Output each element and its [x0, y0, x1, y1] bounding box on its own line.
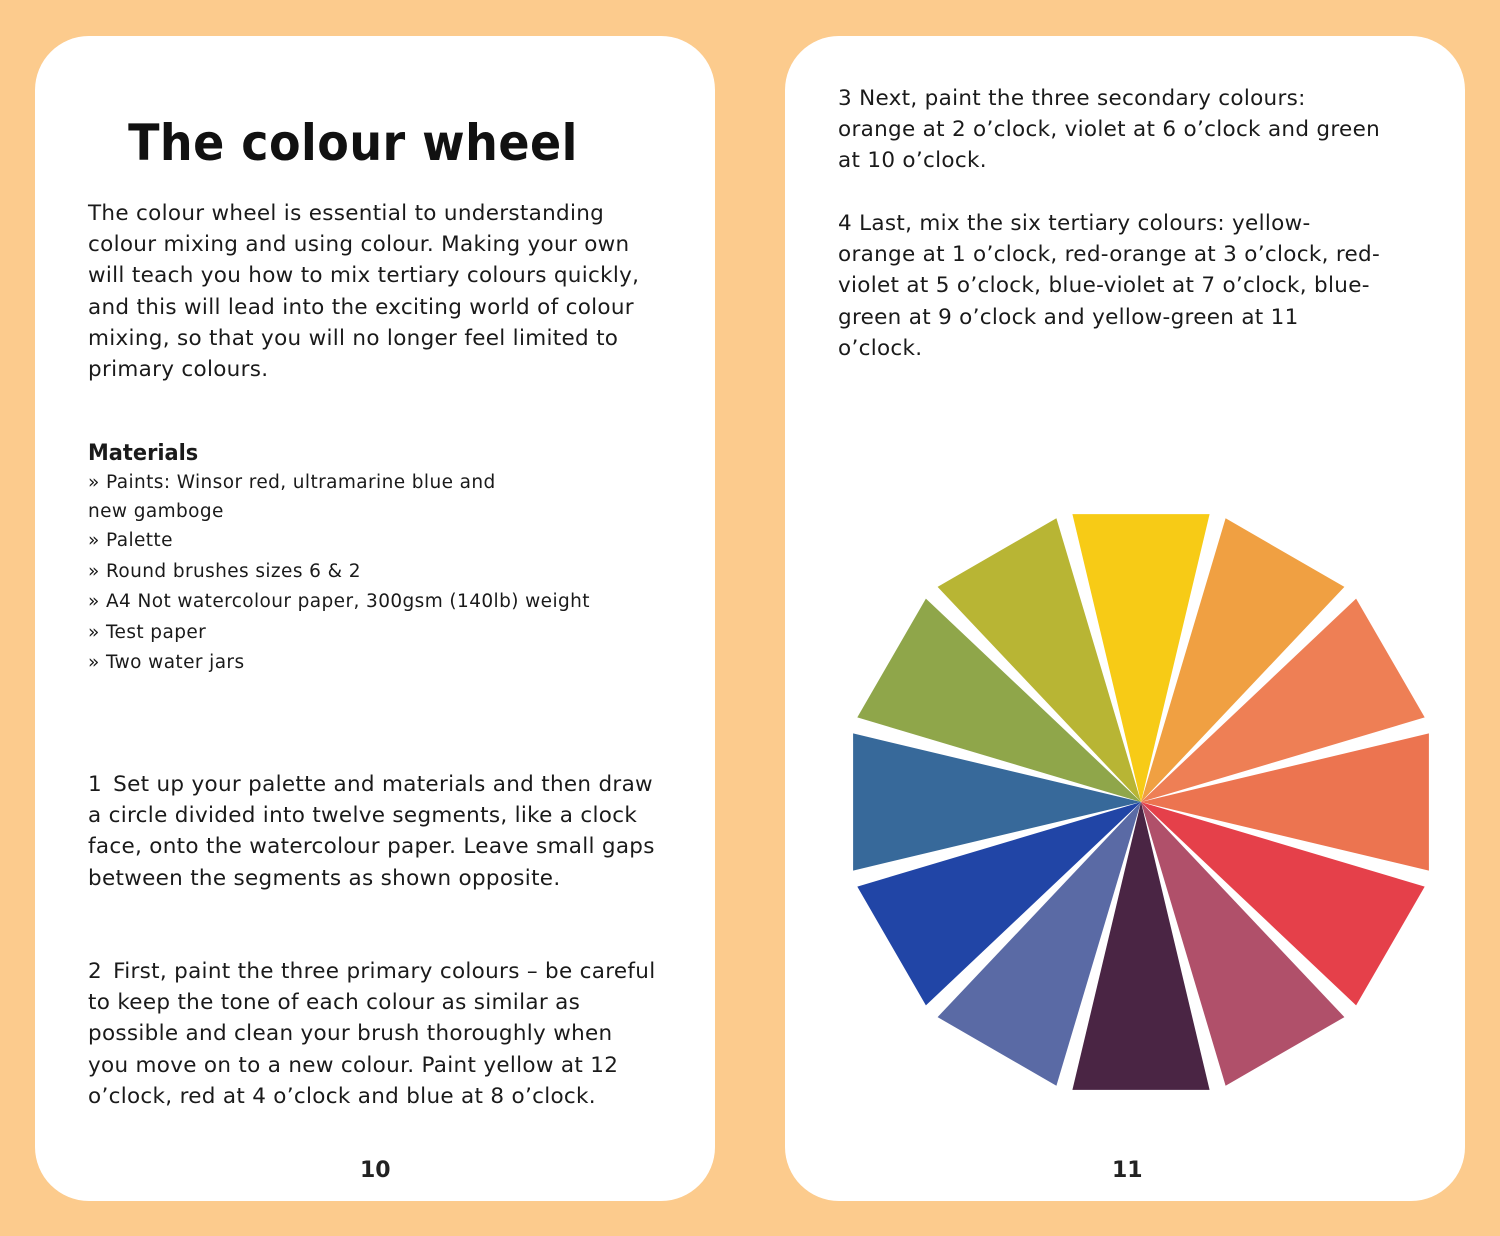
step-text: Set up your palette and materials and then draw a circle divided into twelve segments, like a clock face, onto the watercolour paper. Leave small gaps between the segments as shown opposite. — [88, 772, 655, 891]
materials-heading: Materials — [88, 441, 199, 466]
step-text: Next, paint the three secondary colours: orange at 2 o’clock, violet at 6 o’clock and green at 10 o’clock. — [838, 86, 1381, 174]
materials-list — [88, 468, 668, 679]
step-number: 4 — [838, 211, 852, 236]
materials-item: » Palette — [88, 530, 173, 551]
materials-item: » Test paper — [88, 621, 207, 643]
step-text: First, paint the three primary colours – be careful to keep the tone of each colour as similar as possible and clean your brush thoroughly when you move on to a new colour. Paint yellow at 12 o’clock, red at 4 o’clock and blue at 8 o’clock. — [88, 959, 656, 1109]
intro-paragraph: The colour wheel is essential to understanding colour mixing and using colour. Making your own will teach you how to mix tertiary colours quickly, and this will lead into the exciting world of colour mixing, so that you will no longer feel limited to primary colours. — [88, 201, 640, 383]
step-3 — [838, 83, 1383, 177]
page-title: The colour wheel — [128, 114, 578, 172]
materials-item: » Two water jars — [88, 652, 245, 673]
step-1 — [88, 769, 658, 894]
step-2 — [88, 956, 658, 1112]
step-number: 3 — [838, 86, 852, 111]
step-number: 2 — [88, 959, 102, 984]
left-page — [35, 36, 715, 1201]
colour-wheel-image — [815, 476, 1435, 1116]
materials-item: » Paints: Winsor red, ultramarine blue and new gamboge — [88, 472, 496, 522]
step-text: Last, mix the six tertiary colours: yellow-orange at 1 o’clock, red-orange at 3 o’clock, red-violet at 5 o’clock, blue-violet at 7 o’clock, blue-green at 9 o’clock and yellow-green at 11 o’clock. — [838, 211, 1381, 361]
materials-section — [88, 441, 668, 679]
materials-item: » Round brushes sizes 6 & 2 — [88, 560, 361, 582]
materials-item: » A4 Not watercolour paper, 300gsm (140lb) weight — [88, 591, 590, 612]
page-number: 10 — [360, 1158, 391, 1183]
step-number: 1 — [88, 772, 102, 797]
page-number: 11 — [1112, 1158, 1143, 1183]
step-4 — [838, 208, 1383, 364]
right-page — [785, 36, 1465, 1201]
